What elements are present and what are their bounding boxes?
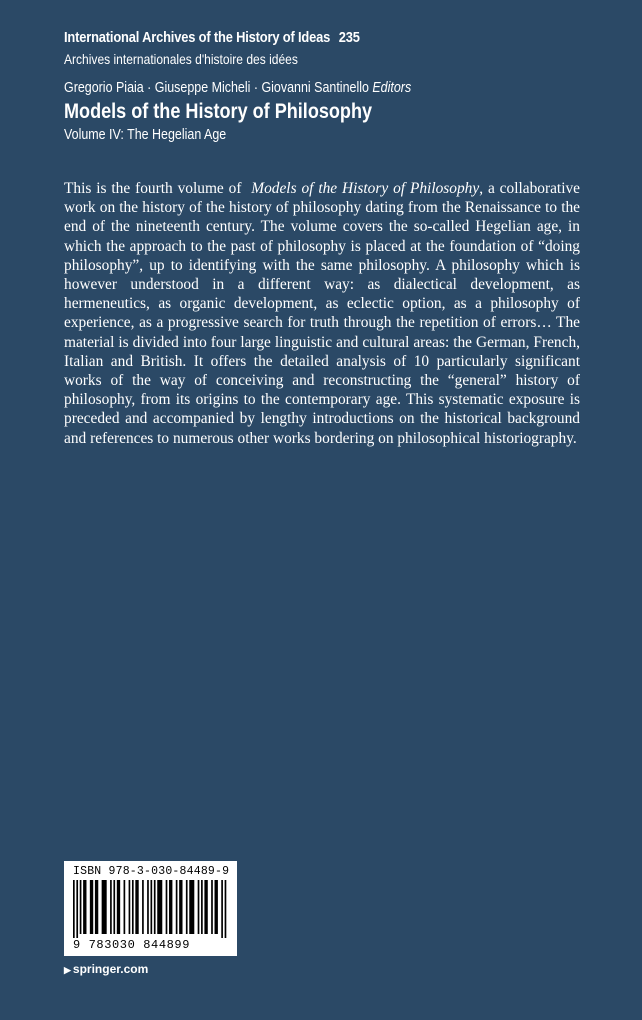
barcode-bar xyxy=(90,880,93,934)
barcode-bar xyxy=(198,880,200,934)
book-subtitle: Volume IV: The Hegelian Age xyxy=(64,127,227,143)
barcode-bar xyxy=(102,880,107,934)
barcode-bar xyxy=(147,880,149,934)
barcode-bars xyxy=(73,880,228,938)
barcode-bar xyxy=(189,880,194,934)
barcode-bar xyxy=(95,880,98,934)
barcode-bar xyxy=(83,880,86,934)
barcode-bar xyxy=(117,880,120,934)
barcode-digits: 9 783030 844899 xyxy=(73,938,191,952)
barcode-bar xyxy=(179,880,182,934)
barcode-bar xyxy=(76,880,78,938)
series-number: 235 xyxy=(338,29,360,46)
barcode-bar xyxy=(166,880,168,934)
barcode-bar xyxy=(132,880,134,934)
barcode-bar xyxy=(124,880,126,934)
barcode-bar xyxy=(201,880,203,934)
editor-separator: · xyxy=(147,80,152,96)
blurb-intro: This is the fourth volume of xyxy=(64,180,242,197)
editors-line xyxy=(64,80,411,96)
barcode-bar xyxy=(129,880,131,934)
barcode-bar xyxy=(135,880,138,934)
barcode-bar xyxy=(176,880,178,934)
book-title: Models of the History of Philosophy xyxy=(64,100,373,123)
barcode-bar xyxy=(151,880,153,934)
editor-name: Gregorio Piaia xyxy=(64,80,144,96)
editor-separator: · xyxy=(253,80,259,96)
blurb-body: , a collaborative work on the history of the history of philosophy dating from the Renaissance to the end of the nineteenth century. The volume covers the so-called Hegelian age, in which the approach to the past of philosophy is placed at the foundation of “doing philosophy”, up to identifying with the same philosophy. A philosophy which is however understood in a different way: as dialectical development, as hermeneutics, as organic development, as eclectic option, as a philosophy of experience, as a progressive search for truth through the repetition of errors… The material is divided into four large linguistic and cultural areas: the German, French, Italian and British. It offers the detailed analysis of 10 particularly significant works of the way of conceiving and reconstructing the “general” history of philosophy, from its origins to the contemporary age. This systematic exposure is preceded and accompanied by lengthy introductions on the historical background and references to numerous other works bordering on philosophical historiography. xyxy=(64,180,580,447)
series-french-title: Archives internationales d'histoire des idées xyxy=(64,51,298,67)
barcode-bar xyxy=(211,880,213,934)
series-name: International Archives of the History of Ideas xyxy=(64,29,331,46)
publisher-link[interactable] xyxy=(64,962,148,976)
barcode-bar xyxy=(73,880,75,938)
arrow-icon: ▶ xyxy=(64,965,71,975)
editor-name: Giuseppe Micheli xyxy=(154,80,251,96)
isbn-barcode xyxy=(64,861,237,956)
barcode-bar xyxy=(154,880,156,934)
barcode-bar xyxy=(113,880,115,934)
barcode-bar xyxy=(215,880,218,934)
barcode-bar xyxy=(225,880,227,938)
barcode-bar xyxy=(110,880,112,934)
barcode-bar xyxy=(80,880,82,934)
isbn-label: ISBN 978-3-030-84489-9 xyxy=(73,865,230,878)
barcode-bar xyxy=(221,880,223,938)
barcode-bar xyxy=(142,880,144,934)
barcode-bar xyxy=(186,880,188,934)
blurb-title-reference: Models of the History of Philosophy xyxy=(251,180,480,197)
barcode-bar xyxy=(157,880,162,934)
editor-name: Giovanni Santinello xyxy=(261,80,369,96)
barcode-bar xyxy=(169,880,172,934)
barcode-bar xyxy=(204,880,207,934)
series-title xyxy=(64,29,360,46)
editors-role: Editors xyxy=(372,80,412,96)
blurb-paragraph xyxy=(64,179,580,448)
publisher-url: springer.com xyxy=(72,962,149,976)
